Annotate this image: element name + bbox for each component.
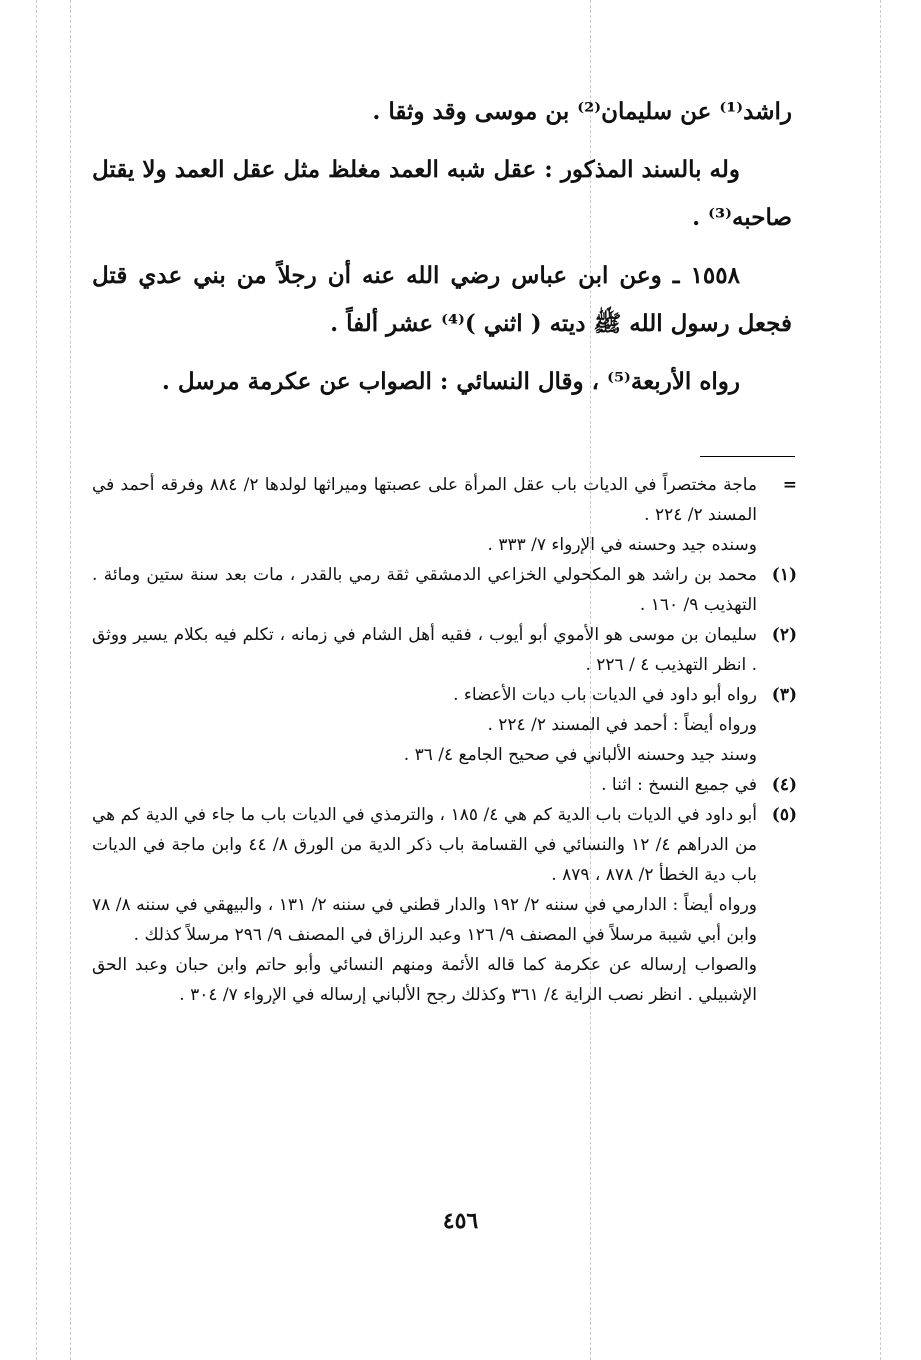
main-paragraph: راشد⁽¹⁾ عن سليمان⁽²⁾ بن موسى وقد وثقا . (372, 98, 792, 125)
footnote-5 (92, 800, 797, 1010)
scan-guide-line (880, 0, 881, 1360)
scan-guide-line (36, 0, 37, 1360)
footnote-line: ورواه أيضاً : الدارمي في سننه ٢/ ١٩٢ والدار قطني في سننه ٢/ ١٣١ ، والبيهقي في سننه ٨/ ٧٨ وابن أبي شيبة مرسلاً في المصنف ٩/ ١٢٦ وعبد الرزاق في المصنف ٩/ ٢٩٦ مرسلاً كذلك . (92, 895, 758, 945)
footnote-1 (92, 560, 797, 620)
footnote-continued (92, 470, 797, 560)
footnote-line: ماجة مختصراً في الديات باب عقل المرأة على عصبتها وميراثها لولدها ٢/ ٨٨٤ وفرقه أحمد في المسند ٢/ ٢٢٤ . (92, 475, 757, 525)
footnote-line: أبو داود في الديات باب الدية كم هي ٤/ ١٨٥ ، والترمذي في الديات باب ما جاء في الدية كم هي من الدراهم ٤/ ١٢ والنسائي في القسامة باب ذكر الدية من الورق ٨/ ٤٤ وابن ماجة في الديات باب دية الخطأ ٢/ ٨٧٨ ، ٨٧٩ . (92, 805, 757, 885)
footnote-marker: (٢) (771, 625, 797, 645)
hadith-paragraph: ١٥٥٨ ـ وعن ابن عباس رضي الله عنه أن رجلاً من بني عدي قتل فجعل رسول الله ﷺ ديته ( اثني )⁽⁴⁾ عشر ألفاً . (92, 262, 792, 337)
footnote-4 (92, 770, 797, 800)
main-paragraph: رواه الأربعة⁽⁵⁾ ، وقال النسائي : الصواب عن عكرمة مرسل . (161, 368, 740, 395)
footnote-line: رواه أبو داود في الديات باب ديات الأعضاء . (453, 685, 757, 705)
footnote-marker: = (782, 475, 797, 495)
footnote-line: ورواه أيضاً : أحمد في المسند ٢/ ٢٢٤ . (487, 715, 757, 735)
footnote-3 (92, 680, 797, 770)
footnotes (92, 470, 797, 1010)
footnote-line: وسند جيد وحسنه الألباني في صحيح الجامع ٤/ ٣٦ . (403, 745, 757, 765)
footnote-marker: (٥) (771, 805, 797, 825)
footnote-marker: (٣) (771, 685, 797, 705)
footnote-line: وسنده جيد وحسنه في الإرواء ٧/ ٣٣٣ . (487, 535, 757, 555)
footnote-separator (700, 456, 795, 457)
scan-guide-line (70, 0, 71, 1360)
footnote-line: في جميع النسخ : اثنا . (601, 775, 757, 795)
footnote-2 (92, 620, 797, 680)
main-text (92, 88, 792, 416)
main-paragraph: وله بالسند المذكور : عقل شبه العمد مغلظ مثل عقل العمد ولا يقتل صاحبه⁽³⁾ . (92, 156, 792, 231)
footnote-line: والصواب إرساله عن عكرمة كما قاله الأئمة ومنهم النسائي وأبو حاتم وابن حبان وعبد الحق الإشبيلي . انظر نصب الراية ٤/ ٣٦١ وكذلك رجح الألباني إرساله في الإرواء ٧/ ٣٠٤ . (92, 955, 757, 1005)
footnote-marker: (٤) (771, 775, 797, 795)
footnote-line: محمد بن راشد هو المكحولي الخزاعي الدمشقي ثقة رمي بالقدر ، مات بعد سنة ستين ومائة . التهذيب ٩/ ١٦٠ . (92, 565, 757, 615)
footnote-marker: (١) (771, 565, 797, 585)
footnote-line: سليمان بن موسى هو الأموي أبو أيوب ، فقيه أهل الشام في زمانه ، تكلم فيه بكلام يسير ووثق . انظر التهذيب ٤ / ٢٢٦ . (92, 625, 757, 675)
page-number: ٤٥٦ (442, 1208, 479, 1234)
